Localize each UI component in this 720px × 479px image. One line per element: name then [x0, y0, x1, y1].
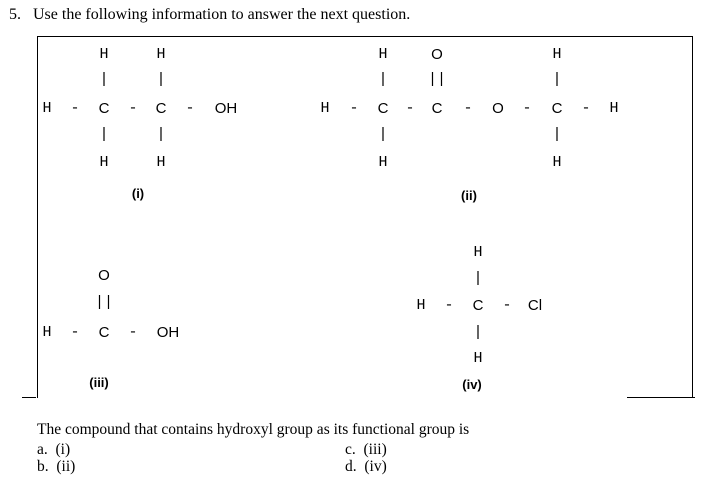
- question-text: Use the following information to answer the next question.: [33, 6, 411, 23]
- atom-h: H: [378, 46, 388, 63]
- atom-h: H: [552, 154, 562, 171]
- bond-single: |: [156, 126, 166, 143]
- atom-cl: Cl: [527, 297, 543, 314]
- structure-label: (iv): [462, 377, 482, 392]
- bond-dash: -: [405, 100, 415, 117]
- atom-h: H: [473, 350, 483, 367]
- bond-dash: -: [463, 100, 473, 117]
- question-header: [9, 6, 410, 24]
- bond-dash: -: [349, 100, 359, 117]
- structure-label: (iii): [89, 375, 109, 390]
- structure-label: (i): [131, 186, 145, 201]
- atom-h: H: [552, 46, 562, 63]
- atom-o: O: [431, 46, 443, 63]
- atom-h: H: [42, 100, 52, 117]
- option-letter: d.: [345, 458, 357, 475]
- bond-double: ||: [94, 294, 113, 311]
- option-text: (i): [55, 441, 71, 458]
- atom-h: H: [156, 46, 166, 63]
- box-bottom-right: [627, 397, 695, 398]
- atom-h: H: [99, 154, 109, 171]
- bond-single: |: [99, 126, 109, 143]
- bond-dash: -: [70, 324, 80, 341]
- diagram-box: [37, 36, 693, 398]
- bond-single: |: [552, 71, 562, 88]
- bond-dash: -: [502, 297, 512, 314]
- atom-h: H: [378, 154, 388, 171]
- bond-double: ||: [427, 71, 446, 88]
- atom-c: C: [472, 297, 484, 314]
- option-d[interactable]: [345, 458, 387, 476]
- question-number: 5.: [9, 6, 21, 23]
- bond-dash: -: [444, 297, 454, 314]
- bond-dash: -: [522, 100, 532, 117]
- group-oh: OH: [214, 100, 238, 117]
- bond-dash: -: [185, 100, 195, 117]
- atom-c: C: [155, 100, 167, 117]
- atom-h: H: [473, 244, 483, 261]
- atom-c: C: [377, 100, 389, 117]
- option-letter: c.: [345, 441, 356, 458]
- atom-c: C: [551, 100, 563, 117]
- atom-h: H: [609, 100, 619, 117]
- atom-h: H: [156, 154, 166, 171]
- option-letter: a.: [37, 441, 48, 458]
- atom-h: H: [42, 324, 52, 341]
- box-bottom-left: [22, 397, 36, 398]
- option-text: (ii): [56, 458, 76, 475]
- question-prompt: The compound that contains hydroxyl group as its functional group is: [37, 421, 470, 438]
- group-oh: OH: [156, 324, 180, 341]
- bond-dash: -: [581, 100, 591, 117]
- bond-single: |: [552, 126, 562, 143]
- bond-single: |: [156, 71, 166, 88]
- bond-single: |: [378, 71, 388, 88]
- bond-dash: -: [128, 100, 138, 117]
- bond-single: |: [473, 324, 483, 341]
- atom-o: O: [492, 100, 504, 117]
- atom-c: C: [98, 100, 110, 117]
- bond-dash: -: [128, 324, 138, 341]
- bond-dash: -: [70, 100, 80, 117]
- option-b[interactable]: [37, 458, 75, 476]
- option-text: (iv): [364, 458, 387, 475]
- structure-label: (ii): [461, 188, 477, 203]
- option-a[interactable]: [37, 441, 70, 459]
- bond-single: |: [378, 126, 388, 143]
- bond-single: |: [473, 270, 483, 287]
- option-c[interactable]: [345, 441, 387, 459]
- atom-h: H: [416, 297, 426, 314]
- option-letter: b.: [37, 458, 49, 475]
- atom-h: H: [320, 100, 330, 117]
- atom-c: C: [431, 100, 443, 117]
- atom-h: H: [99, 46, 109, 63]
- atom-c: C: [98, 324, 110, 341]
- option-text: (iii): [363, 441, 387, 458]
- bond-single: |: [99, 71, 109, 88]
- atom-o: O: [98, 267, 110, 284]
